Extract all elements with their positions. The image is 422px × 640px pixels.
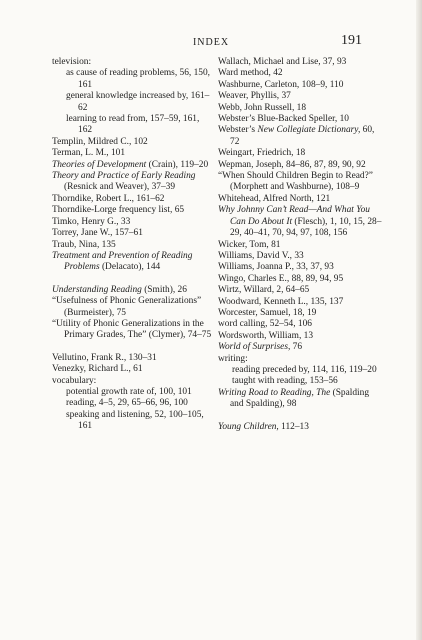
index-entry: Williams, David V., 33 (218, 250, 304, 261)
index-entry: “Usefulness of Phonic Generalizations” (Burmeister), 75 (52, 296, 202, 318)
index-subentry: taught with reading, 153–56 (232, 376, 338, 387)
index-entry (52, 160, 212, 171)
index-subentry: general knowledge increased by, 161–62 (66, 91, 210, 113)
index-entry: Wepman, Joseph, 84–86, 87, 89, 90, 92 (218, 159, 366, 170)
entry-text: (Crain), 119–20 (146, 159, 209, 170)
running-header: INDEX (192, 37, 230, 48)
index-entry: Traub, Nina, 135 (52, 239, 116, 250)
entry-text: (Flesch), 1, 10, 15, 28–29, 40–41, 70, 94, 97, 108, 156 (230, 216, 382, 239)
book-title: Understanding Reading (52, 284, 142, 295)
letter-group-gap (218, 411, 384, 422)
book-title: Theories of Development (52, 159, 147, 170)
index-entry (218, 205, 384, 239)
index-entry: “Utility of Phonic Generalizations in the Primary Grades, The” (Clymer), 74–75 (52, 318, 212, 341)
book-title: Treatment and Prevention of Reading Problems (52, 250, 193, 273)
book-title: Young Children, (218, 421, 279, 432)
entry-text: Webster’s (218, 125, 258, 136)
index-subentry: learning to read from, 157–59, 161, 162 (66, 114, 200, 136)
index-entry (218, 125, 384, 148)
entry-text: 60, 72 (230, 125, 375, 147)
index-entry: Vellutino, Frank R., 130–31 (52, 352, 157, 363)
index-entry (218, 422, 384, 433)
index-subentry: as cause of reading problems, 56, 150, 161 (66, 68, 210, 90)
book-title: Theory and Practice of Early Reading (52, 171, 196, 182)
index-entry: Terman, L. M., 101 (52, 148, 126, 159)
index-entry: Williams, Joanna P., 33, 37, 93 (218, 262, 334, 273)
entry-text: (Resnick and Weaver), 37–39 (64, 182, 176, 193)
page-number: 191 (341, 33, 362, 48)
index-subentry: reading, 4–5, 29, 65–66, 96, 100 (66, 398, 188, 409)
index-subentry: reading preceded by, 114, 116, 119–20 (232, 364, 377, 375)
index-entry: Templin, Mildred C., 102 (52, 136, 148, 147)
entry-text: (Spalding and Spalding), 98 (230, 387, 370, 410)
index-entry: Thorndike, Robert L., 161–62 (52, 193, 165, 204)
index-entry: writing: (218, 353, 248, 364)
index-entry (52, 171, 212, 194)
index-entry: Thorndike-Lorge frequency list, 65 (52, 205, 185, 216)
index-entry: Wirtz, Willard, 2, 64–65 (218, 285, 310, 296)
index-entry: Weingart, Friedrich, 18 (218, 148, 306, 159)
index-entry: Ward method, 42 (218, 68, 283, 79)
page-edge-shadow (416, 0, 422, 640)
index-entry: Wordsworth, William, 13 (218, 330, 314, 341)
index-subentry: speaking and listening, 52, 100–105, 161 (66, 409, 204, 432)
index-entry: television: (52, 57, 92, 67)
book-title: Why Johnny Can’t Read—And What You Can Do About It (218, 205, 370, 227)
index-column-left (52, 57, 212, 433)
entry-text: (Delacato), 144 (99, 262, 161, 273)
book-title: World of Surprises, (218, 342, 291, 353)
index-entry (218, 342, 384, 353)
letter-group-gap (52, 342, 212, 353)
index-entry: Weaver, Phyllis, 37 (218, 91, 291, 102)
book-title: Writing Road to Reading, The (218, 387, 331, 398)
index-entry: Wingo, Charles E., 88, 89, 94, 95 (218, 273, 344, 284)
index-entry: “When Should Children Begin to Read?” (Morphett and Washburne), 108–9 (218, 171, 373, 193)
letter-group-gap (52, 274, 212, 285)
entry-text: 76 (290, 342, 303, 353)
index-entry: Torrey, Jane W., 157–61 (52, 228, 143, 239)
index-entry: Wallach, Michael and Lise, 37, 93 (218, 57, 347, 67)
index-entry: Washburne, Carleton, 108–9, 110 (218, 79, 344, 90)
index-entry (52, 285, 212, 296)
index-entry: Venezky, Richard L., 61 (52, 364, 143, 375)
index-entry: Worcester, Samuel, 18, 19 (218, 307, 317, 318)
entry-text: 112–13 (278, 421, 309, 432)
index-column-right (218, 57, 384, 433)
index-entry: Timko, Henry G., 33 (52, 216, 131, 227)
index-entry: Woodward, Kenneth L., 135, 137 (218, 296, 344, 307)
index-entry: Webster’s Blue-Backed Speller, 10 (218, 114, 349, 125)
index-entry: Whitehead, Alfred North, 121 (218, 193, 331, 204)
book-title: New Collegiate Dictionary, (257, 125, 361, 136)
index-entry (218, 388, 384, 411)
index-entry: Wicker, Tom, 81 (218, 239, 281, 250)
index-entry: Webb, John Russell, 18 (218, 102, 307, 113)
index-entry (52, 251, 212, 274)
index-subentry: potential growth rate of, 100, 101 (66, 386, 192, 397)
entry-text: (Smith), 26 (141, 284, 187, 295)
index-entry: vocabulary: (52, 375, 97, 386)
index-entry: word calling, 52–54, 106 (218, 319, 312, 330)
